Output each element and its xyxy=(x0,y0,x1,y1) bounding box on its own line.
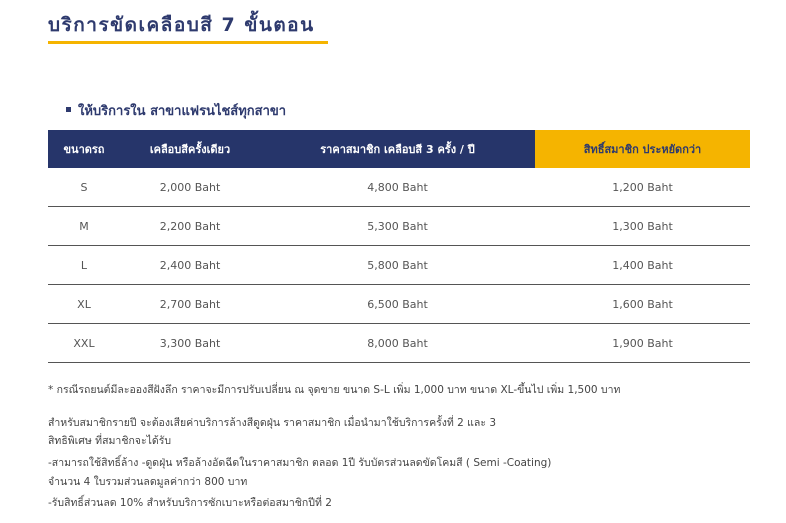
cell-single-price: 2,700 Baht xyxy=(120,285,260,324)
note-line: สิทธิพิเศษ ที่สมาชิกจะได้รับ xyxy=(48,435,172,447)
header-member-price: ราคาสมาชิก เคลือบสี 3 ครั้ง / ปี xyxy=(260,130,535,168)
cell-savings: 1,200 Baht xyxy=(535,168,750,207)
cell-size: XL xyxy=(48,285,120,324)
cell-member-price: 5,800 Baht xyxy=(260,246,535,285)
note-line: จำนวน 4 ใบรวมส่วนลดมูลค่ากว่า 800 บาท xyxy=(48,476,248,488)
table-header-row xyxy=(48,130,750,168)
cell-savings: 1,600 Baht xyxy=(535,285,750,324)
table-row xyxy=(48,246,750,285)
cell-member-price: 5,300 Baht xyxy=(260,207,535,246)
cell-single-price: 3,300 Baht xyxy=(120,324,260,363)
cell-size: L xyxy=(48,246,120,285)
bullet-icon xyxy=(66,107,71,112)
cell-single-price: 2,000 Baht xyxy=(120,168,260,207)
note-line: สำหรับสมาชิกรายปี จะต้องเสียค่าบริการล้างสีดูดฝุ่น ราคาสมาชิก เมื่อนำมาใช้บริการครั้งที่ 2 และ 3 xyxy=(48,417,497,429)
bullet-text: ให้บริการใน สาขาแฟรนไชส์ทุกสาขา xyxy=(78,104,287,119)
cell-member-price: 8,000 Baht xyxy=(260,324,535,363)
surcharge-footnote: * กรณีรถยนต์มีละอองสีฝังลึก ราคาจะมีการปรับเปลี่ยน ณ จุดขาย ขนาด S-L เพิ่ม 1,000 บาท ขนาด XL-ขึ้นไป เพิ่ม 1,500 บาท xyxy=(48,384,621,396)
cell-member-price: 6,500 Baht xyxy=(260,285,535,324)
service-bullet xyxy=(66,100,286,121)
cell-member-price: 4,800 Baht xyxy=(260,168,535,207)
table-row xyxy=(48,285,750,324)
note-line: -สามารถใช้สิทธิ์ล้าง -ดูดฝุ่น หรือล้างอัดฉีดในราคาสมาชิก ตลอด 1ปี รับบัตรส่วนลดขัดโคมสี ( Semi -Coating) xyxy=(48,457,552,469)
cell-savings: 1,300 Baht xyxy=(535,207,750,246)
price-table xyxy=(48,130,750,363)
page-title: บริการขัดเคลือบสี 7 ขั้นตอน xyxy=(48,14,315,36)
table-row xyxy=(48,168,750,207)
title-underline xyxy=(48,41,328,44)
cell-size: M xyxy=(48,207,120,246)
cell-size: XXL xyxy=(48,324,120,363)
cell-single-price: 2,200 Baht xyxy=(120,207,260,246)
cell-single-price: 2,400 Baht xyxy=(120,246,260,285)
cell-savings: 1,400 Baht xyxy=(535,246,750,285)
cell-savings: 1,900 Baht xyxy=(535,324,750,363)
header-car-size: ขนาดรถ xyxy=(48,130,120,168)
table-row xyxy=(48,324,750,363)
note-line: -รับสิทธิ์ส่วนลด 10% สำหรับบริการซักเบาะหรือต่อสมาชิกปีที่ 2 xyxy=(48,497,332,509)
cell-size: S xyxy=(48,168,120,207)
header-member-savings: สิทธิ์สมาชิก ประหยัดกว่า xyxy=(535,130,750,168)
header-single-coating: เคลือบสีครั้งเดียว xyxy=(120,130,260,168)
table-row xyxy=(48,207,750,246)
